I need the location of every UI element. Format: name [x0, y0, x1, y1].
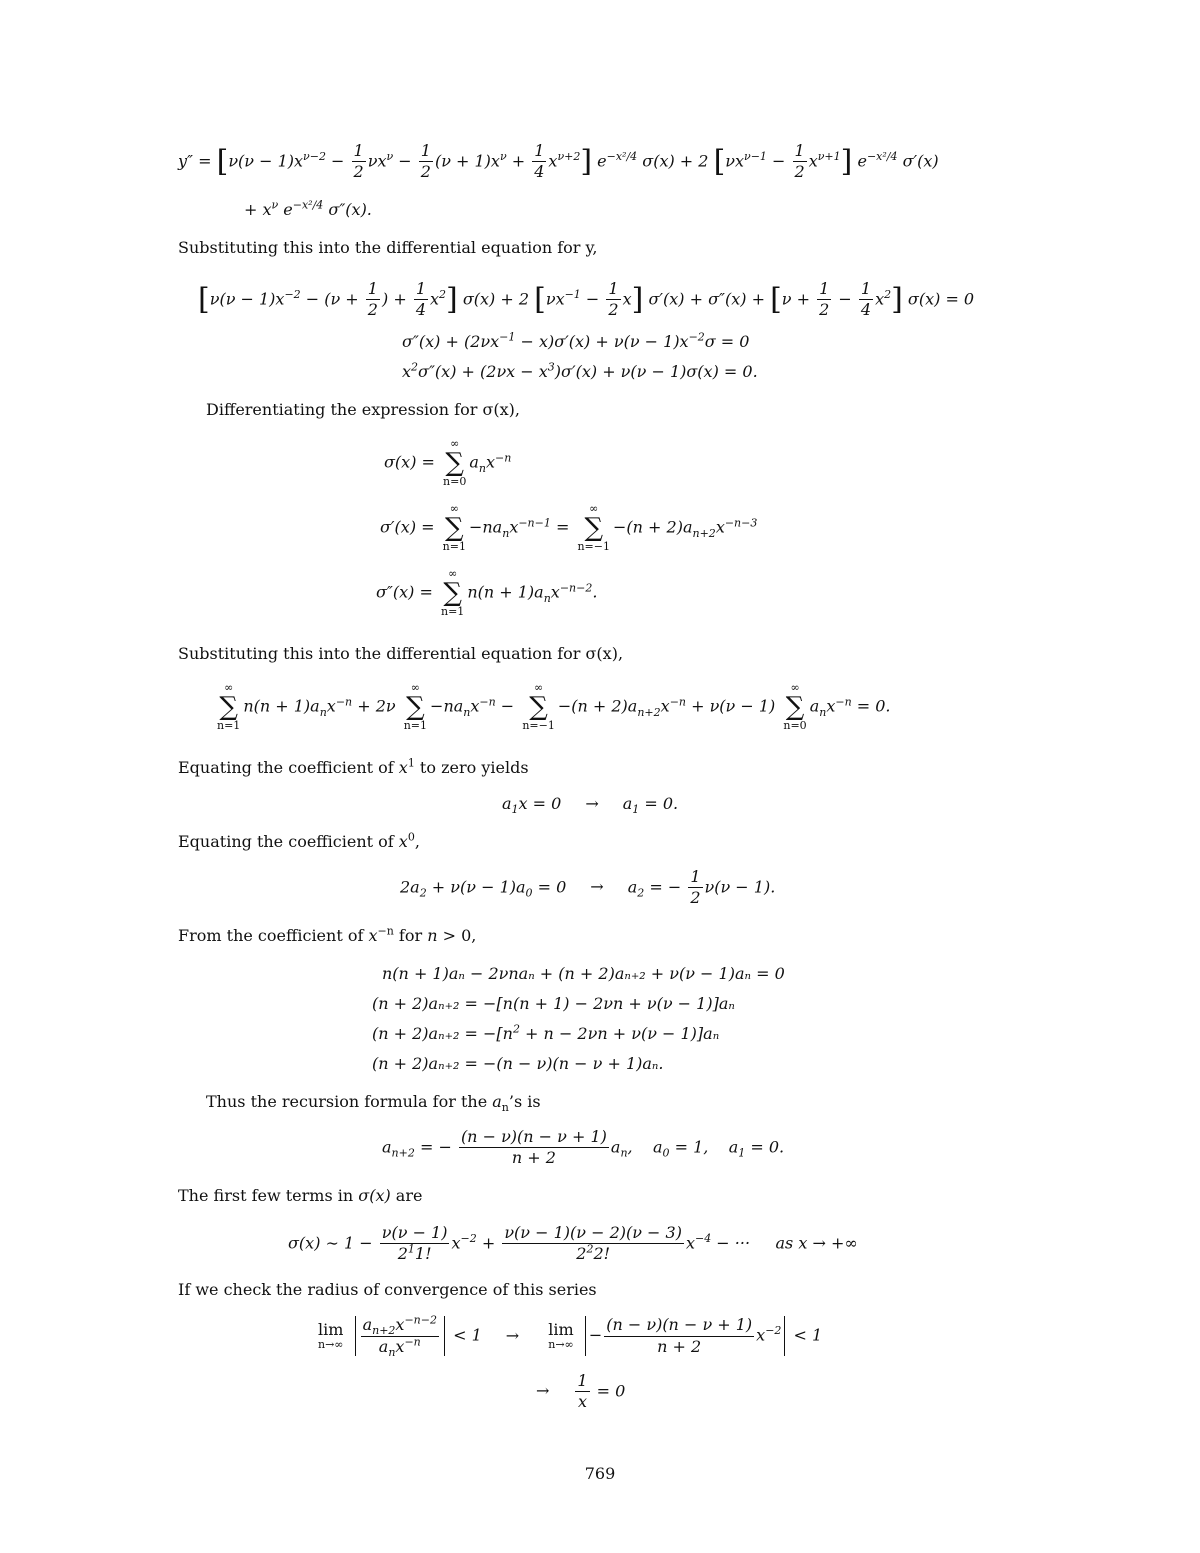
- paragraph-recursion-formula: Thus the recursion formula for the $a_n’s$ is: [206, 1092, 541, 1115]
- equation-recursion: $a_{n+2}$ = − $\frac{(n - \nu)(n - \nu + 1)}{n + 2}$ $a_n$, $a_0 = 1$, $a_1 = 0$.: [382, 1127, 785, 1168]
- equation-recurrence-1: n(n + 1)aₙ − 2νnaₙ + (n + 2)aₙ₊₂ + ν(ν − 1)aₙ = 0: [382, 964, 785, 983]
- equation-limit-result: → $\frac{1}{x}$ = 0: [536, 1371, 626, 1412]
- paragraph-differentiating: Differentiating the expression for σ(x),: [206, 400, 520, 419]
- paragraph-substituting-sigma: Substituting this into the differential equation for σ(x),: [178, 644, 624, 663]
- equation-sigma-ode-2: $x^2\sigma''(x) + (2\nu x - x^3)\sigma'(x) + \nu(\nu - 1)\sigma(x) = 0$.: [402, 360, 758, 381]
- equation-sigma-prime-series: σ′(x) = ∞ ∑ n=1 $-na_nx^{-n-1}$ = ∞ ∑ n=−1 $-(n + 2)a_{n+2}x^{-n-3}$: [380, 502, 758, 554]
- equation-sigma-asymptotic: σ(x) ∼ 1 − $\frac{\nu(\nu - 1)}{2^11!}$ $x^{-2}$ + $\frac{\nu(\nu - 1)(\nu - 2)(\nu - 3)}{2^22!}$ $x^{-4}$ − ··· as x → +∞: [288, 1223, 858, 1264]
- equation-ratio-test: lim n→∞ $\frac{a_{n+2}x^{-n-2}}{a_nx^{-n}}$ < 1 → lim n→∞ − $\frac{(n - \nu)(n - \nu + 1)}{n + 2}$ $x^{-2} < 1$: [318, 1313, 823, 1359]
- equation-a2: $2a_2 + \nu(\nu - 1)a_0 = 0 \to a_2$ = − $\frac{1}{2}$ ν(ν − 1).: [400, 867, 776, 908]
- paragraph-coefficient-x1: Equating the coefficient of $x^1$ to zero yields: [178, 756, 529, 777]
- equation-recurrence-2: (n + 2)aₙ₊₂ = −[n(n + 1) − 2νn + ν(ν − 1)]aₙ: [372, 994, 735, 1013]
- paragraph-substituting-y: Substituting this into the differential equation for y,: [178, 238, 598, 257]
- equation-y-double-prime-cont: + $x^\nu$ $e^{-x^2/4}$ σ″(x).: [244, 198, 372, 219]
- equation-sigma-series: σ(x) = ∞ ∑ n=0 $a_nx^{-n}$: [384, 437, 512, 489]
- equation-recurrence-3: $(n + 2)a_{n+2} = -[n^2 + n - 2\nu n + \nu(\nu - 1)]a_n$: [372, 1022, 720, 1043]
- equation-series-substituted: ∞ ∑ n=1 $n(n + 1)a_nx^{-n} + 2\nu$ ∞ ∑ n=1 $-na_nx^{-n}$ − ∞ ∑ n=−1 $-(n + 2)a_{n+2}x^{-n} + \nu(\nu - 1)$ ∞ ∑ n=0 $a_nx^{-n} = 0$.: [217, 681, 891, 733]
- equation-substituted-y: [$\nu(\nu - 1)x^{-2} - (\nu$ + $\frac{1}{2}$ ) + $\frac{1}{4}$ $x^2$] σ(x) + 2 [$\nu x^{-1}$ − $\frac{1}{2}$ x] σ′(x) + σ″(x) + [ν + $\frac{1}{2}$ − $\frac{1}{4}$ $x^2$] σ(x) = 0: [198, 279, 975, 320]
- paragraph-first-terms: The first few terms in σ(x) are: [178, 1186, 423, 1205]
- equation-y-double-prime: $y'' = [\nu(\nu - 1)x^{\nu-2}$ − $\frac{1}{2}$ $\nu x^\nu$ − $\frac{1}{2}$ $(\nu + 1)x^\nu$ + $\frac{1}{4}$ $x^{\nu+2}$] $e^{-x^2/4}$ σ(x) + 2 [$\nu x^{\nu-1}$ − $\frac{1}{2}$ $x^{\nu+1}$] $e^{-x^2/4}$ σ′(x): [178, 141, 939, 182]
- equation-recurrence-4: (n + 2)aₙ₊₂ = −(n − ν)(n − ν + 1)aₙ.: [372, 1054, 664, 1073]
- paragraph-radius-convergence: If we check the radius of convergence of this series: [178, 1280, 597, 1299]
- page-number: 769: [584, 1464, 616, 1483]
- equation-sigma-ode-1: $\sigma''(x) + (2\nu x^{-1} - x)\sigma'(x) + \nu(\nu - 1)x^{-2}\sigma = 0$: [402, 330, 750, 351]
- paragraph-coefficient-xn: From the coefficient of $x^{-n}$ for n > 0,: [178, 924, 477, 945]
- paragraph-coefficient-x0: Equating the coefficient of $x^0$,: [178, 830, 420, 851]
- equation-sigma-double-prime-series: σ″(x) = ∞ ∑ n=1 $n(n + 1)a_nx^{-n-2}$.: [376, 567, 598, 619]
- equation-a1: $a_1x = 0 \to a_1 = 0$.: [502, 794, 679, 817]
